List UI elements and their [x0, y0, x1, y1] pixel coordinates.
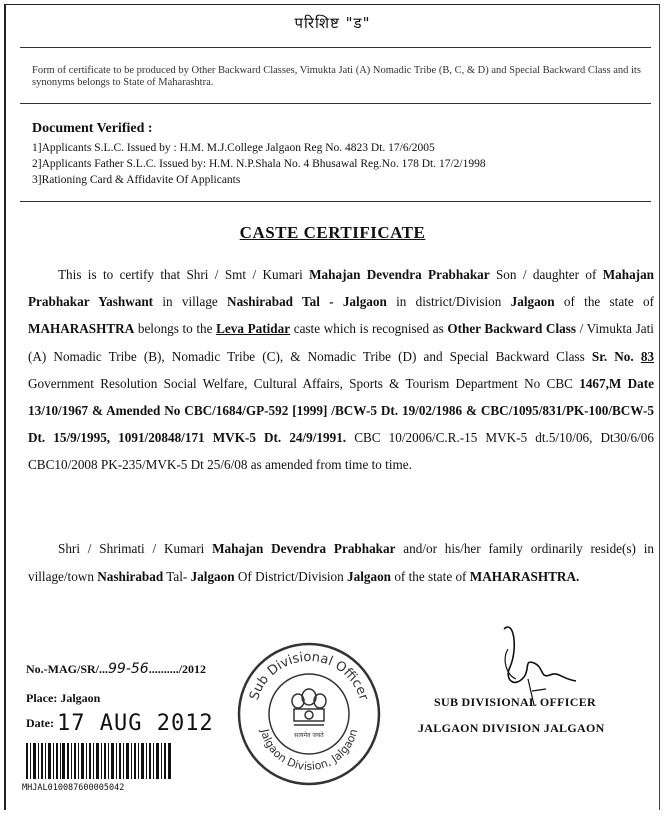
- divider: [20, 103, 651, 104]
- seal-bottom-text: Jalgaon Division, Jalgaon: [257, 727, 361, 774]
- certificate-title: CASTE CERTIFICATE: [239, 223, 426, 242]
- certificate-page: [4, 4, 660, 810]
- seal-motto: सत्यमेव जयते: [294, 732, 324, 739]
- certificate-paragraph-1: [28, 261, 654, 479]
- caste: Leva Patidar: [216, 321, 291, 337]
- text: CBC 10/2006/C.R.-15 MVK-5 dt.5/10/06, Dt30/6/06 CBC10/2008 PK-235/MVK-5 Dt 25/6/08: [28, 430, 654, 473]
- serial-label: Sr. No.: [591, 348, 641, 364]
- divider: [20, 47, 651, 48]
- number-suffix: ........../2012: [148, 662, 207, 676]
- village: Nashirabad Tal - Jalgaon: [227, 294, 387, 310]
- town: Nashirabad: [97, 568, 164, 584]
- text: in village: [153, 294, 228, 310]
- appendix-heading: परिशिष्ट "ड": [294, 14, 371, 32]
- text: Government Resolution Social Welfare, Cultural Affairs, Sports & Tourism Department No CBC: [28, 375, 580, 391]
- applicant-name: Mahajan Devendra Prabhakar: [212, 541, 396, 556]
- date-label: Date:: [26, 716, 57, 730]
- text: Of District/Division: [234, 568, 348, 584]
- barcode-number: MHJAL010087600005042: [22, 783, 125, 793]
- state: MAHARASHTRA.: [469, 568, 580, 584]
- place-line: Place: Jalgaon: [26, 691, 101, 705]
- state: MAHARASHTRA: [28, 321, 135, 337]
- text: caste which is recognised as: [290, 321, 448, 337]
- text: as amended from time to time.: [247, 457, 412, 473]
- date-line: [26, 711, 214, 736]
- category: Other Backward Class: [447, 321, 576, 337]
- text: belongs to the: [134, 321, 217, 337]
- handwritten-number: 99-56: [108, 661, 149, 677]
- form-note: Form of certificate to be produced by Other Backward Classes, Vimukta Jati (A) Nomadic Tribe (B, C, & D) and Special Backward Class and its synonyms belongs to State of Maharashtra.: [32, 65, 641, 88]
- resolution-ref: 1467,M Date 13/10/1967 & Amended No CBC/1684/GP-592 [1999] /BCW-5 Dt. 19/02/1986 & CBC/1095/831/PK-100/BCW-5 Dt. 15/9/1995, 1091/20848/171 MVK-5 Dt. 24/9/1991.: [28, 375, 654, 446]
- father-name: Mahajan Prabhakar Yashwant: [28, 267, 654, 310]
- number-prefix: No.-MAG/SR/...: [26, 662, 108, 676]
- text: of the state of: [554, 294, 654, 310]
- text: / Vimukta Jati (A) Nomadic Tribe (B), Nomadic Tribe (C), & Nomadic Tribe (D) and Special Backward Class: [28, 321, 654, 364]
- official-seal-icon: [234, 639, 384, 789]
- text: Tal-: [163, 568, 191, 584]
- text: and/or his/her family ordinarily reside(s) in village/town: [28, 541, 654, 584]
- applicant-name: Mahajan Devendra Prabhakar: [309, 267, 490, 282]
- officer-division: JALGAON DIVISION JALGAON: [418, 721, 605, 735]
- emblem-icon: [292, 689, 326, 725]
- documents-title: Document Verified :: [32, 121, 153, 136]
- taluka: Jalgaon: [190, 568, 235, 584]
- document-item: 1]Applicants S.L.C. Issued by : H.M. M.J.College Jalgaon Reg No. 4823 Dt. 17/6/2005: [32, 142, 435, 154]
- district: Jalgaon: [347, 568, 392, 584]
- seal-top-text: Sub Divisional Officer: [247, 649, 371, 703]
- district: Jalgaon: [510, 294, 555, 310]
- text: of the state of: [391, 568, 470, 584]
- documents-list: [32, 140, 652, 188]
- serial-number: 83: [640, 348, 655, 364]
- officer-title: SUB DIVISIONAL OFFICER: [434, 695, 596, 709]
- date-stamp: 17 AUG 2012: [56, 711, 214, 736]
- certificate-number: [26, 661, 206, 677]
- document-item: 2]Applicants Father S.L.C. Issued by: H.M. N.P.Shala No. 4 Bhusawal Reg.No. 178 Dt. 17/2/1998: [32, 158, 486, 170]
- text: This is to certify that Shri / Smt / Kumari: [58, 267, 310, 282]
- text: Son / daughter of: [489, 267, 603, 282]
- barcode-icon: [26, 743, 172, 779]
- text: Shri / Shrimati / Kumari: [58, 541, 213, 556]
- certificate-paragraph-2: [28, 535, 654, 590]
- divider: [20, 201, 651, 202]
- text: in district/Division: [386, 294, 511, 310]
- document-item: 3]Rationing Card & Affidavite Of Applicants: [32, 174, 241, 186]
